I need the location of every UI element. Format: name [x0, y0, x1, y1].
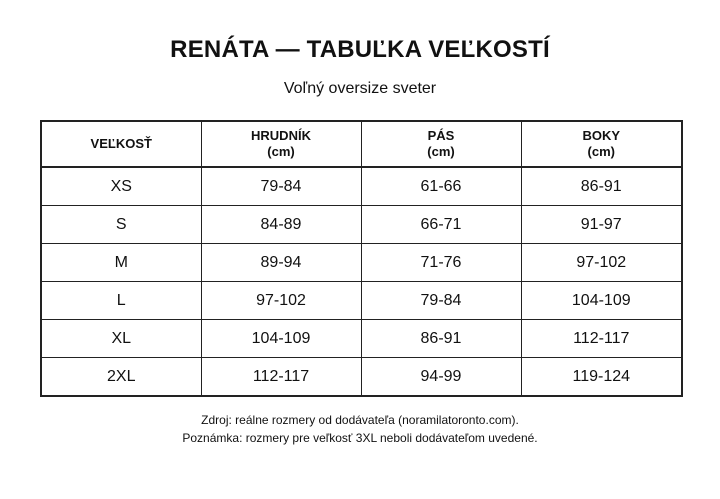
cell-size: S	[41, 206, 201, 244]
cell-size: 2XL	[41, 358, 201, 397]
cell-waist: 86-91	[361, 320, 521, 358]
table-row	[41, 206, 682, 244]
page-subtitle: Voľný oversize sveter	[283, 80, 437, 97]
cell-waist: 71-76	[361, 244, 521, 282]
size-table	[40, 120, 683, 397]
cell-waist: 66-71	[361, 206, 521, 244]
cell-waist: 79-84	[361, 282, 521, 320]
cell-chest: 104-109	[201, 320, 361, 358]
cell-hips: 119-124	[521, 358, 682, 397]
header-chest-label: HRUDNÍK	[251, 128, 311, 143]
header-chest	[201, 121, 361, 167]
header-size	[41, 121, 201, 167]
header-waist-label: PÁS	[427, 128, 455, 143]
table-row	[41, 244, 682, 282]
cell-chest: 112-117	[201, 358, 361, 397]
table-row	[41, 282, 682, 320]
cell-chest: 97-102	[201, 282, 361, 320]
cell-hips: 86-91	[521, 167, 682, 206]
cell-hips: 91-97	[521, 206, 682, 244]
footnote-note: Poznámka: rozmery pre veľkosť 3XL neboli dodávateľom uvedené.	[182, 431, 538, 445]
cell-waist: 61-66	[361, 167, 521, 206]
cell-size: XL	[41, 320, 201, 358]
table-row	[41, 320, 682, 358]
header-hips-label: BOKY	[582, 128, 621, 143]
cell-chest: 79-84	[201, 167, 361, 206]
cell-chest: 84-89	[201, 206, 361, 244]
cell-size: M	[41, 244, 201, 282]
cell-hips: 112-117	[521, 320, 682, 358]
header-chest-unit: (cm)	[267, 144, 295, 159]
table-header-row	[41, 121, 682, 167]
cell-chest: 89-94	[201, 244, 361, 282]
cell-hips: 104-109	[521, 282, 682, 320]
header-waist-unit: (cm)	[427, 144, 455, 159]
header-waist	[361, 121, 521, 167]
cell-hips: 97-102	[521, 244, 682, 282]
page-title: RENÁTA — TABUĽKA VEĽKOSTÍ	[170, 36, 550, 63]
header-hips	[521, 121, 682, 167]
header-size-label: VEĽKOSŤ	[90, 136, 152, 151]
cell-size: XS	[41, 167, 201, 206]
table-row	[41, 358, 682, 397]
table-row	[41, 167, 682, 206]
header-hips-unit: (cm)	[587, 144, 615, 159]
cell-waist: 94-99	[361, 358, 521, 397]
footnote-source: Zdroj: reálne rozmery od dodávateľa (noramilatoronto.com).	[201, 413, 519, 427]
cell-size: L	[41, 282, 201, 320]
